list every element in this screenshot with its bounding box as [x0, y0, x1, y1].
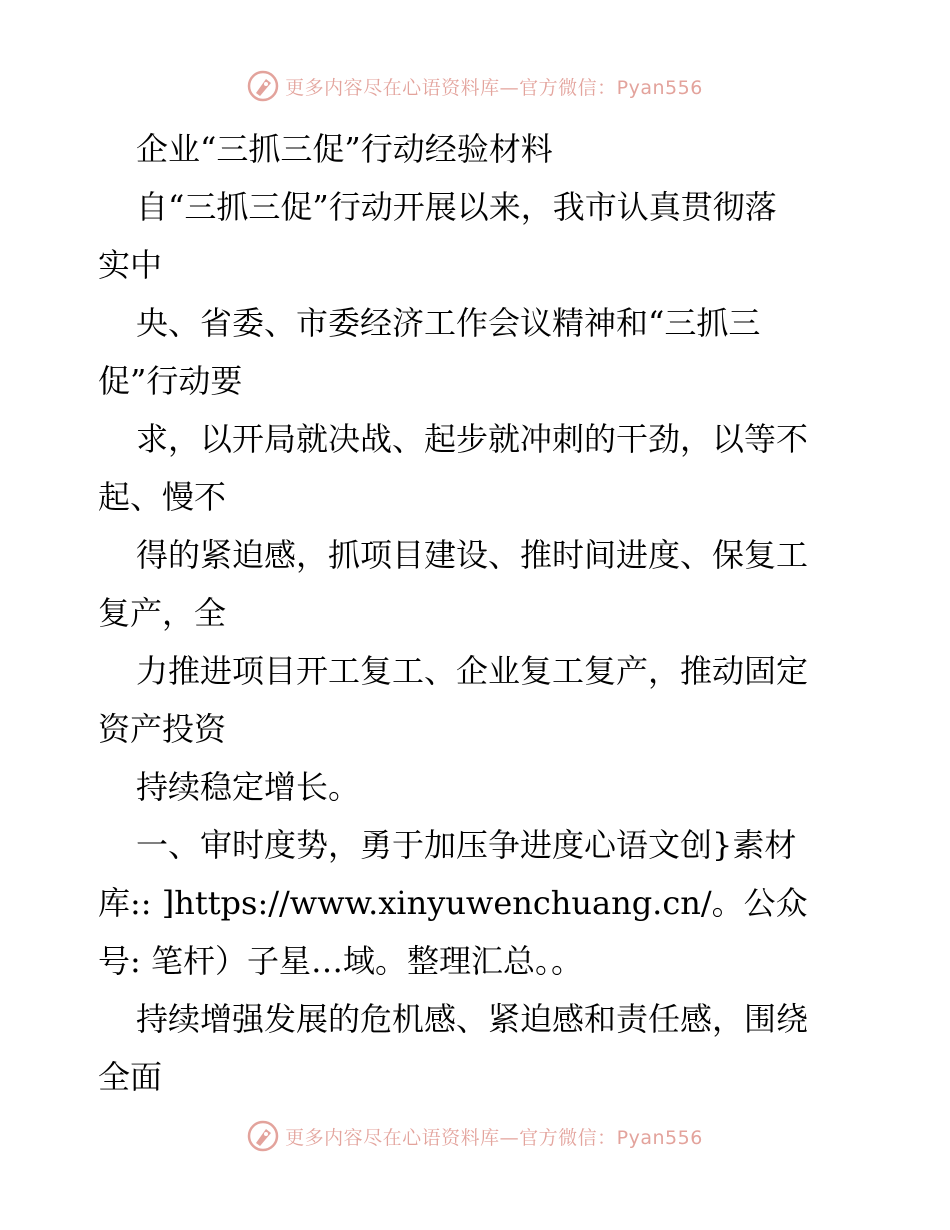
- watermark-header: [0, 70, 950, 102]
- paragraph-line: 实中: [98, 246, 163, 284]
- paragraph-line: 力推进项目开工复工、企业复工复产，推动固定: [136, 652, 809, 690]
- paragraph-line: 全面: [98, 1058, 163, 1096]
- paragraph-line: 自“三抓三促”行动开展以来，我市认真贯彻落: [136, 188, 777, 226]
- section-heading: 一、审时度势，勇于加压争进度心语文创}素材: [136, 826, 797, 864]
- paragraph-line: 央、省委、市委经济工作会议精神和“三抓三: [136, 304, 761, 342]
- pen-nib-logo-icon: [247, 70, 279, 102]
- paragraph-line: 复产，全: [98, 594, 227, 632]
- paragraph-line: 号: 笔杆）子星…域。整理汇总。。: [98, 942, 583, 980]
- paragraph-line: 起、慢不: [98, 478, 227, 516]
- document-body: [98, 120, 858, 1106]
- paragraph-line: 资产投资: [98, 710, 227, 748]
- watermark-text: 更多内容尽在心语资料库—官方微信：Pyan556: [285, 1126, 703, 1149]
- paragraph-line: 持续稳定增长。: [136, 768, 361, 806]
- document-title: 企业“三抓三促”行动经验材料: [136, 130, 553, 168]
- paragraph-line: 库:: ]https://www.xinyuwenchuang.cn/。公众: [98, 884, 808, 922]
- paragraph-line: 得的紧迫感，抓项目建设、推时间进度、保复工: [136, 536, 809, 574]
- pen-nib-logo-icon: [247, 1120, 279, 1152]
- paragraph-line: 持续增强发展的危机感、紧迫感和责任感，围绕: [136, 1000, 809, 1038]
- watermark-footer: [0, 1120, 950, 1152]
- paragraph-line: 促”行动要: [98, 362, 243, 400]
- paragraph-line: 求，以开局就决战、起步就冲刺的干劲，以等不: [136, 420, 809, 458]
- watermark-text: 更多内容尽在心语资料库—官方微信：Pyan556: [285, 76, 703, 99]
